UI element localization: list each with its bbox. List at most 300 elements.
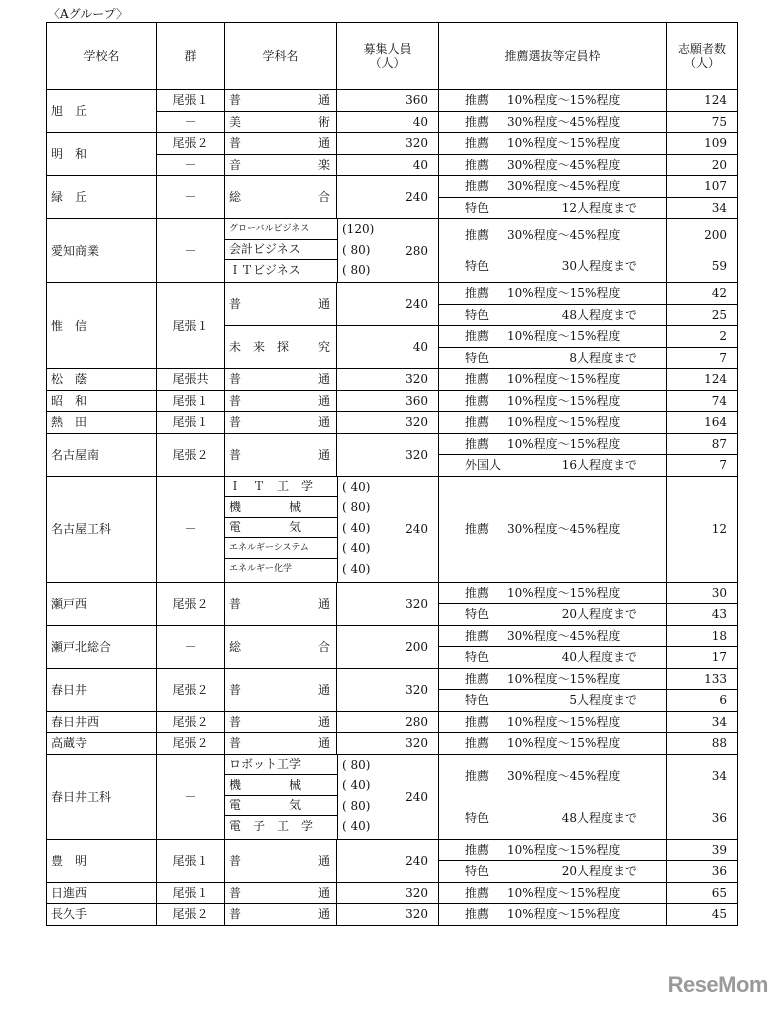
quota-type: 推薦 — [465, 286, 490, 301]
dept-name-a: 普 — [229, 297, 242, 311]
course-name: エネルギー化学 — [229, 563, 293, 574]
applicants-cell: 124 — [667, 369, 738, 391]
course-group — [225, 754, 439, 839]
quota-stack — [439, 477, 666, 582]
quota-cell — [439, 412, 667, 434]
quota-cell — [439, 347, 667, 369]
table-row — [47, 433, 738, 455]
course-capacity-list — [338, 755, 384, 839]
applicants-cell: 75 — [667, 111, 738, 133]
quota-type: 推薦 — [465, 179, 490, 194]
dept-name-a: 普 — [229, 907, 242, 922]
quota-cell — [439, 433, 667, 455]
quota-value: 20人程度まで — [561, 607, 637, 622]
applicants-value: 200 — [704, 227, 727, 242]
quota-type: 推薦 — [465, 436, 490, 451]
quota-cell — [439, 455, 667, 477]
quota — [439, 864, 666, 878]
quota-value: 10%程度～15%程度 — [507, 714, 621, 729]
applicants-cell: 17 — [667, 647, 738, 669]
quota-value: 30%程度～45%程度 — [507, 114, 621, 129]
quota-value: 30%程度～45%程度 — [507, 628, 621, 643]
dept-name-a: 総 — [229, 639, 242, 654]
course-group-wrap — [225, 477, 438, 582]
applicants-cell: 124 — [667, 90, 738, 112]
table-row — [47, 133, 738, 155]
course-capacity: ( 40) — [342, 819, 371, 834]
group-cell: 尾張１ — [157, 412, 225, 434]
quota-value: 10%程度～15%程度 — [507, 372, 621, 387]
dept-cell — [225, 154, 337, 176]
quota-cell — [439, 690, 667, 712]
dept-name-b: 通 — [317, 136, 330, 151]
quota — [439, 136, 666, 150]
applicants-cell: 65 — [667, 882, 738, 904]
header-school: 学校名 — [47, 23, 157, 90]
course-list — [225, 755, 338, 839]
quota — [439, 415, 666, 429]
quota-type: 推薦 — [465, 136, 490, 151]
group-cell: 尾張２ — [157, 733, 225, 755]
course-name: ロボット工学 — [229, 757, 302, 772]
school-name: 名古屋南 — [47, 433, 157, 476]
quota-value: 10%程度～15%程度 — [507, 329, 621, 344]
admissions-table — [46, 22, 737, 926]
applicants-cell: 43 — [667, 604, 738, 626]
course-item — [225, 796, 337, 817]
quota-type: 推薦 — [465, 114, 490, 129]
quota-type: 特色 — [465, 650, 490, 665]
group-cell: 尾張１ — [157, 90, 225, 112]
quota-type: 推薦 — [465, 628, 490, 643]
quota-type: 特色 — [465, 307, 490, 322]
course-list — [225, 219, 338, 282]
table-row — [47, 711, 738, 733]
header-applicants: 志願者数 （人） — [667, 23, 738, 90]
dept-name — [229, 93, 330, 107]
dept-name — [229, 448, 330, 462]
group-cell: － — [157, 476, 225, 582]
group-cell: 尾張１ — [157, 283, 225, 369]
quota-type: 推薦 — [465, 227, 490, 242]
dept-name-a: 普 — [229, 853, 242, 868]
quota — [439, 259, 666, 273]
quota-cell — [439, 90, 667, 112]
quota-type: 推薦 — [465, 671, 490, 686]
course-capacity: ( 80) — [342, 757, 371, 772]
group-cell: － — [157, 154, 225, 176]
quota-cell — [439, 882, 667, 904]
applicants-cell: 30 — [667, 582, 738, 604]
quota-value: 10%程度～15%程度 — [507, 671, 621, 686]
course-capacity: ( 80) — [342, 500, 371, 515]
capacity-cell: 320 — [337, 412, 439, 434]
course-name: Ｉ Ｔ 工 学 — [229, 479, 314, 494]
capacity-cell: 40 — [337, 111, 439, 133]
course-item — [225, 240, 337, 261]
course-name: 電 気 — [229, 798, 302, 813]
capacity-cell: 240 — [337, 283, 439, 326]
course-item — [225, 755, 337, 776]
capacity-cell: 320 — [337, 668, 439, 711]
applicants-cell: 74 — [667, 390, 738, 412]
dept-name-a: 普 — [229, 885, 242, 900]
applicants-cell: 87 — [667, 433, 738, 455]
dept-name-a: 普 — [229, 447, 242, 462]
dept-name-a: 普 — [229, 415, 242, 430]
dept-cell — [225, 176, 337, 219]
quota — [439, 115, 666, 129]
course-capacity: ( 40) — [342, 561, 371, 576]
quota-cell — [439, 839, 667, 861]
school-name: 春日井西 — [47, 711, 157, 733]
table-row — [47, 390, 738, 412]
resemom-logo: ReseMom — [667, 972, 768, 997]
table-row — [47, 369, 738, 391]
dept-cell — [225, 625, 337, 668]
course-capacity: ( 40) — [342, 778, 371, 793]
table-row — [47, 904, 738, 926]
dept-name-a: 普 — [229, 93, 242, 108]
capacity-cell: 320 — [337, 882, 439, 904]
dept-name-a: 普 — [229, 736, 242, 751]
group-cell: 尾張２ — [157, 904, 225, 926]
quota-value: 10%程度～15%程度 — [507, 436, 621, 451]
capacity-total: 240 — [405, 789, 428, 804]
course-item — [225, 477, 337, 498]
dept-name-a: 総 — [229, 190, 242, 204]
applicants-cell: 25 — [667, 304, 738, 326]
course-name: 機 械 — [229, 499, 302, 514]
quota-type: 推薦 — [465, 93, 490, 108]
applicants-cell: 45 — [667, 904, 738, 926]
quota — [439, 437, 666, 451]
dept-cell — [225, 390, 337, 412]
dept-name — [229, 190, 330, 204]
dept-name-b: 通 — [317, 447, 330, 462]
dept-name — [229, 640, 330, 654]
dept-cell — [225, 90, 337, 112]
quota — [439, 886, 666, 900]
capacity-cell: 360 — [337, 390, 439, 412]
quota — [439, 158, 666, 172]
group-cell: － — [157, 111, 225, 133]
dept-name — [229, 683, 330, 697]
group-cell: 尾張２ — [157, 711, 225, 733]
quota — [439, 693, 666, 707]
quota-value: 10%程度～15%程度 — [507, 93, 621, 108]
applicants-cell: 34 — [667, 197, 738, 219]
quota-value: 5人程度まで — [569, 693, 637, 708]
quota-type: 推薦 — [465, 842, 490, 857]
course-item — [225, 559, 337, 580]
quota-cell — [439, 283, 667, 305]
capacity-cell: 40 — [337, 154, 439, 176]
capacity-cell: 240 — [337, 176, 439, 219]
header-group: 群 — [157, 23, 225, 90]
quota-value: 48人程度まで — [561, 810, 637, 825]
quota-value: 10%程度～15%程度 — [507, 885, 621, 900]
school-name: 長久手 — [47, 904, 157, 926]
quota — [439, 394, 666, 408]
dept-cell — [225, 733, 337, 755]
quota — [439, 372, 666, 386]
quota — [439, 228, 666, 242]
quota-cell — [439, 754, 667, 839]
table-row — [47, 582, 738, 604]
quota-value: 10%程度～15%程度 — [507, 842, 621, 857]
dept-cell — [225, 412, 337, 434]
dept-name-b: 通 — [317, 885, 330, 900]
group-cell: － — [157, 754, 225, 839]
applicants-cell: 2 — [667, 326, 738, 348]
group-cell: 尾張２ — [157, 668, 225, 711]
capacity-cell: 320 — [337, 369, 439, 391]
table-row — [47, 668, 738, 690]
quota-value: 12人程度まで — [561, 200, 637, 215]
school-name: 昭 和 — [47, 390, 157, 412]
course-item — [225, 497, 337, 518]
quota — [439, 329, 666, 343]
dept-cell — [225, 369, 337, 391]
quota — [439, 308, 666, 322]
course-name: グローバルビジネス — [229, 223, 310, 234]
quota-value: 10%程度～15%程度 — [507, 907, 621, 922]
quota-type: 特色 — [465, 864, 490, 879]
quota — [439, 93, 666, 107]
dept-name-a: 普 — [229, 714, 242, 729]
dept-name — [229, 715, 330, 729]
applicants-cell: 20 — [667, 154, 738, 176]
table-row — [47, 476, 738, 582]
quota — [439, 811, 666, 825]
dept-name-a: 音 — [229, 157, 242, 172]
school-name: 惟 信 — [47, 283, 157, 369]
course-capacity: ( 80) — [342, 798, 371, 813]
table-row — [47, 733, 738, 755]
applicants-cell: 133 — [667, 668, 738, 690]
dept-name-b: 通 — [317, 393, 330, 408]
quota-cell — [439, 711, 667, 733]
quota-cell — [439, 904, 667, 926]
course-capacity: ( 80) — [342, 263, 371, 278]
quota-type: 推薦 — [465, 372, 490, 387]
quota-value: 10%程度～15%程度 — [507, 286, 621, 301]
dept-name-b: 究 — [317, 340, 330, 354]
capacity-cell: 200 — [337, 625, 439, 668]
quota-type: 推薦 — [465, 329, 490, 344]
dept-cell — [225, 433, 337, 476]
quota-value: 30人程度まで — [561, 259, 637, 274]
quota-value: 30%程度～45%程度 — [507, 522, 621, 536]
dept-name-a: 美 — [229, 114, 242, 129]
applicants-cell: 39 — [667, 839, 738, 861]
course-item — [225, 775, 337, 796]
school-name: 春日井工科 — [47, 754, 157, 839]
applicants-stack — [667, 477, 737, 582]
course-name: 機 械 — [229, 777, 302, 792]
school-name: 春日井 — [47, 668, 157, 711]
quota-cell — [439, 476, 667, 582]
school-name: 松 蔭 — [47, 369, 157, 391]
applicants-cell: 7 — [667, 347, 738, 369]
table-row — [47, 839, 738, 861]
quota-cell — [439, 390, 667, 412]
school-name: 日進西 — [47, 882, 157, 904]
quota-type: 特色 — [465, 810, 490, 825]
group-cell: 尾張１ — [157, 390, 225, 412]
quota-value: 30%程度～45%程度 — [507, 157, 621, 172]
capacity-cell: 320 — [337, 904, 439, 926]
table-row — [47, 412, 738, 434]
table-row — [47, 219, 738, 283]
quota-type: 特色 — [465, 350, 490, 365]
table-row — [47, 176, 738, 198]
group-title: 〈Aグループ〉 — [48, 7, 129, 21]
dept-name — [229, 394, 330, 408]
school-name: 高蔵寺 — [47, 733, 157, 755]
dept-name-a: 未 来 探 — [229, 340, 290, 354]
quota — [439, 586, 666, 600]
quota-cell — [439, 176, 667, 198]
dept-name-a: 普 — [229, 682, 242, 697]
dept-cell — [225, 668, 337, 711]
dept-name-b: 通 — [317, 907, 330, 922]
dept-name — [229, 136, 330, 150]
quota-cell — [439, 154, 667, 176]
applicants-value: 34 — [711, 768, 727, 783]
group-cell: 尾張２ — [157, 133, 225, 155]
capacity-total: 240 — [405, 522, 428, 536]
quota — [439, 458, 666, 472]
dept-name — [229, 158, 330, 172]
school-name: 豊 明 — [47, 839, 157, 882]
applicants-cell — [667, 476, 738, 582]
group-cell: 尾張１ — [157, 882, 225, 904]
capacity-total: 280 — [405, 243, 428, 258]
dept-name — [229, 372, 330, 386]
quota — [439, 843, 666, 857]
course-capacity: ( 80) — [342, 242, 371, 257]
applicants-stack — [667, 755, 737, 839]
quota-type: 推薦 — [465, 768, 490, 783]
course-group — [225, 219, 439, 283]
school-name: 名古屋工科 — [47, 476, 157, 582]
quota-type: 外国人 — [465, 458, 502, 473]
table-row — [47, 625, 738, 647]
applicants-cell: 6 — [667, 690, 738, 712]
quota — [439, 286, 666, 300]
dept-name — [229, 736, 330, 750]
course-group-wrap — [225, 755, 438, 839]
applicants-cell: 36 — [667, 861, 738, 883]
dept-name-b: 通 — [317, 714, 330, 729]
quota-cell — [439, 668, 667, 690]
dept-cell — [225, 133, 337, 155]
quota-cell — [439, 625, 667, 647]
dept-name-a: 普 — [229, 596, 242, 611]
quota — [439, 522, 666, 536]
applicants-cell: 88 — [667, 733, 738, 755]
quota — [439, 672, 666, 686]
applicants-cell: 7 — [667, 455, 738, 477]
course-name: ＩＴビジネス — [229, 263, 301, 278]
quota-cell — [439, 111, 667, 133]
group-cell: 尾張１ — [157, 839, 225, 882]
course-name: 電 子 工 学 — [229, 819, 314, 834]
quota-value: 10%程度～15%程度 — [507, 415, 621, 430]
applicants-cell: 18 — [667, 625, 738, 647]
dept-name-b: 通 — [317, 596, 330, 611]
header-capacity: 募集人員 （人） — [337, 23, 439, 90]
quota-value: 16人程度まで — [561, 458, 637, 473]
applicants-cell — [667, 754, 738, 839]
dept-cell — [225, 111, 337, 133]
applicants-cell: 42 — [667, 283, 738, 305]
table-row — [47, 754, 738, 839]
dept-cell — [225, 904, 337, 926]
quota-cell — [439, 604, 667, 626]
applicants-cell — [667, 219, 738, 283]
capacity-cell: 360 — [337, 90, 439, 112]
capacity-cell: 320 — [337, 582, 439, 625]
quota-type: 特色 — [465, 607, 490, 622]
dept-name-b: 通 — [317, 853, 330, 868]
quota-type: 推薦 — [465, 157, 490, 172]
dept-name — [229, 597, 330, 611]
dept-name-b: 通 — [317, 682, 330, 697]
group-cell: 尾張２ — [157, 582, 225, 625]
quota — [439, 351, 666, 365]
quota — [439, 607, 666, 621]
course-item — [225, 260, 337, 281]
school-name: 明 和 — [47, 133, 157, 176]
school-name: 旭 丘 — [47, 90, 157, 133]
capacity-cell: 320 — [337, 133, 439, 155]
capacity-cell: 320 — [337, 433, 439, 476]
dept-name-b: 通 — [317, 372, 330, 387]
course-item — [225, 816, 337, 837]
quota — [439, 907, 666, 921]
course-item — [225, 538, 337, 559]
quota-value: 10%程度～15%程度 — [507, 136, 621, 151]
dept-name — [229, 854, 330, 868]
quota-type: 推薦 — [465, 736, 490, 751]
dept-name — [229, 340, 330, 354]
quota-type: 特色 — [465, 200, 490, 215]
dept-cell — [225, 283, 337, 326]
capacity-cell: 320 — [337, 733, 439, 755]
applicants-cell: 107 — [667, 176, 738, 198]
quota-cell — [439, 582, 667, 604]
table-row — [47, 283, 738, 305]
capacity-cell: 40 — [337, 326, 439, 369]
header-dept: 学科名 — [225, 23, 337, 90]
quota-cell — [439, 861, 667, 883]
dept-name-a: 普 — [229, 393, 242, 408]
dept-name-b: 通 — [317, 93, 330, 108]
dept-cell — [225, 839, 337, 882]
school-name: 瀬戸西 — [47, 582, 157, 625]
course-group — [225, 476, 439, 582]
quota — [439, 715, 666, 729]
quota-value: 10%程度～15%程度 — [507, 585, 621, 600]
school-name: 瀬戸北総合 — [47, 625, 157, 668]
dept-name — [229, 415, 330, 429]
quota-type: 推薦 — [465, 714, 490, 729]
quota-cell — [439, 647, 667, 669]
dept-name-b: 楽 — [317, 157, 330, 172]
